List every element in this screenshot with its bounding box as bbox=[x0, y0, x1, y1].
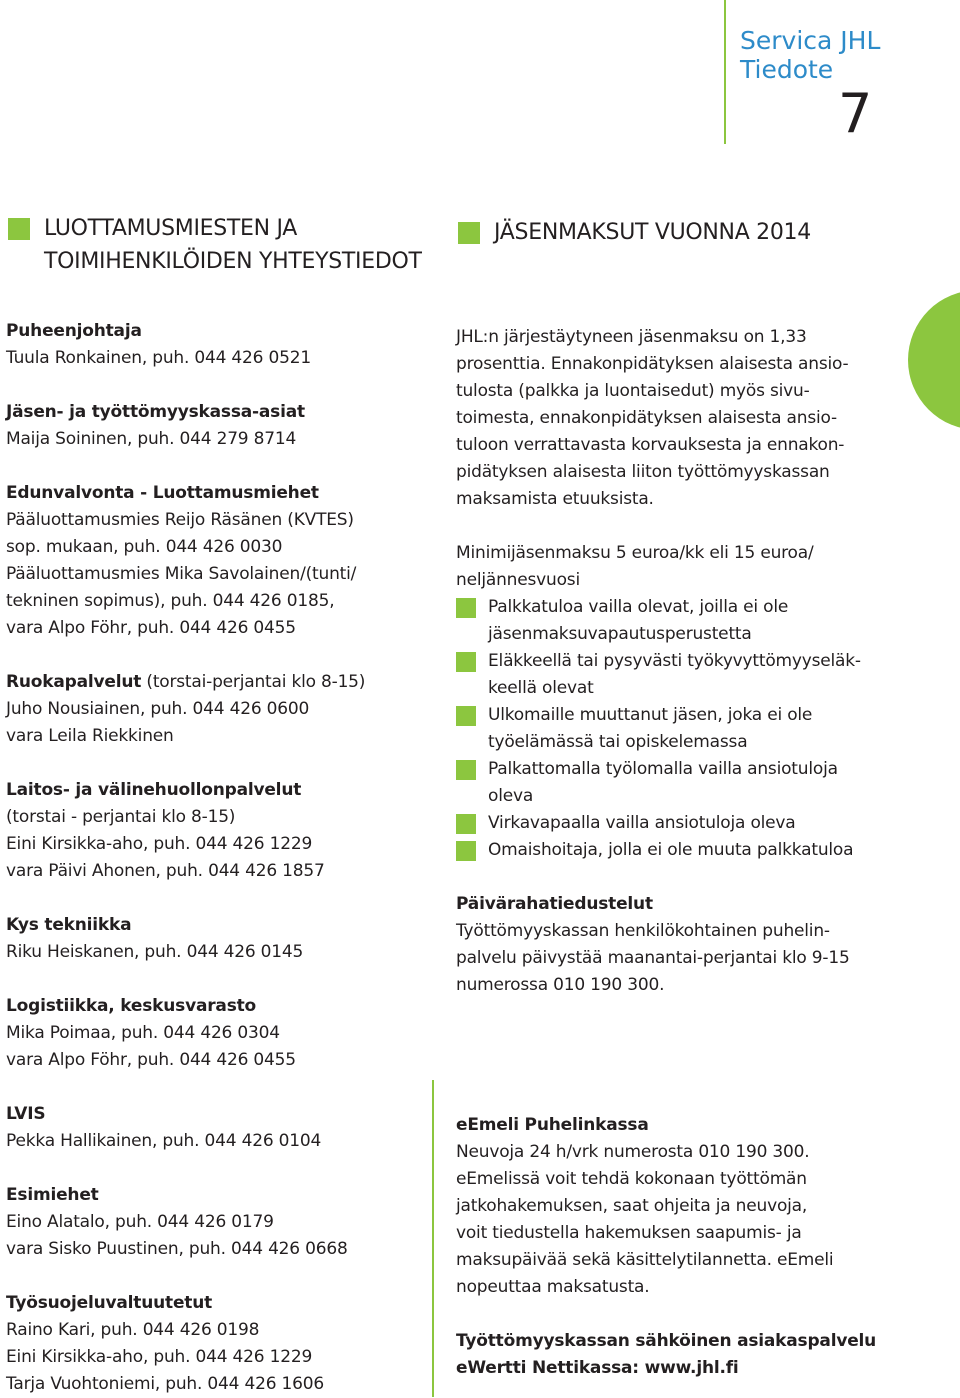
right-section-title: JÄSENMAKSUT VUONNA 2014 bbox=[494, 220, 811, 245]
minimum-fee-line: Minimijäsenmaksu 5 euroa/kk eli 15 euroa/ bbox=[456, 543, 814, 563]
fee-paragraph-line: prosenttia. Ennakonpidätyksen alaisesta ansio- bbox=[456, 354, 849, 374]
eemeli-line: Neuvoja 24 h/vrk numerosta 010 190 300. bbox=[456, 1142, 810, 1162]
bullet-square-icon bbox=[456, 598, 476, 618]
bullet-square-icon bbox=[456, 760, 476, 780]
role-heading: Logistiikka, keskusvarasto bbox=[6, 996, 257, 1016]
list-item: Virkavapaalla vailla ansiotuloja oleva bbox=[456, 810, 861, 837]
contact-line: Riku Heiskanen, puh. 044 426 0145 bbox=[6, 942, 304, 962]
contact-line: Mika Poimaa, puh. 044 426 0304 bbox=[6, 1023, 280, 1043]
contact-line: sop. mukaan, puh. 044 426 0030 bbox=[6, 537, 283, 557]
left-section-title: LUOTTAMUSMIESTEN JA TOIMIHENKILÖIDEN YHTEYSTIEDOT bbox=[44, 216, 422, 274]
bullet-square-icon bbox=[456, 652, 476, 672]
fee-paragraph-line: toimesta, ennakonpidätyksen alaisesta ansio- bbox=[456, 408, 837, 428]
daily-allowance-heading: Päivärahatiedustelut bbox=[456, 894, 653, 914]
contact-line: Pääluottamusmies Mika Savolainen/(tunti/ bbox=[6, 564, 357, 584]
role-heading: Puheenjohtaja bbox=[6, 321, 142, 341]
online-service-link[interactable]: eWertti Nettikassa: www.jhl.fi bbox=[456, 1358, 739, 1378]
section-marker-icon bbox=[458, 222, 480, 244]
list-item: Palkkatuloa vailla olevat, joilla ei ole jäsenmaksuvapautusperustetta bbox=[456, 594, 861, 648]
contact-line: (torstai - perjantai klo 8-15) bbox=[6, 807, 236, 827]
section-marker-icon bbox=[8, 218, 30, 240]
list-item: Palkattomalla työlomalla vailla ansiotuloja oleva bbox=[456, 756, 861, 810]
contact-line: Tuula Ronkainen, puh. 044 426 0521 bbox=[6, 348, 311, 368]
publisher-name: Servica JHL bbox=[740, 26, 881, 55]
eemeli-line: voit tiedustella hakemuksen saapumis- ja bbox=[456, 1223, 802, 1243]
list-item: Omaishoitaja, jolla ei ole muuta palkkatuloa bbox=[456, 837, 861, 864]
role-heading: Jäsen- ja työttömyyskassa-asiat bbox=[6, 402, 305, 422]
header-block bbox=[740, 26, 880, 84]
fee-paragraph-line: pidätyksen alaisesta liiton työttömyyskassan bbox=[456, 462, 830, 482]
role-heading: Kys tekniikka bbox=[6, 915, 132, 935]
role-heading: Edunvalvonta - Luottamusmiehet bbox=[6, 483, 319, 503]
role-heading: Työsuojeluvaltuutetut bbox=[6, 1293, 213, 1313]
list-item: Eläkkeellä tai pysyvästi työkyvyttömyyseläk- keellä olevat bbox=[456, 648, 861, 702]
membership-fee-info bbox=[456, 324, 861, 999]
contact-line: Maija Soininen, puh. 044 279 8714 bbox=[6, 429, 297, 449]
daily-allowance-line: numerossa 010 190 300. bbox=[456, 975, 665, 995]
fee-paragraph-line: tulosta (palkka ja luontaisedut) myös sivu- bbox=[456, 381, 810, 401]
fee-paragraph-line: JHL:n järjestäytyneen jäsenmaksu on 1,33 bbox=[456, 327, 807, 347]
role-hours: (torstai-perjantai klo 8-15) bbox=[141, 672, 366, 692]
bullet-square-icon bbox=[456, 706, 476, 726]
list-item: Ulkomaille muuttanut jäsen, joka ei ole työelämässä tai opiskelemassa bbox=[456, 702, 861, 756]
contact-line: vara Leila Riekkinen bbox=[6, 726, 174, 746]
role-heading: Ruokapalvelut bbox=[6, 672, 142, 692]
contact-line: Juho Nousiainen, puh. 044 426 0600 bbox=[6, 699, 310, 719]
eemeli-line: maksupäivää sekä käsittelytilannetta. eEmeli bbox=[456, 1250, 834, 1270]
minimum-fee-line: neljännesvuosi bbox=[456, 570, 580, 590]
eemeli-heading: eEmeli Puhelinkassa bbox=[456, 1115, 649, 1135]
contact-line: Eino Alatalo, puh. 044 426 0179 bbox=[6, 1212, 274, 1232]
eemeli-line: eEmelissä voit tehdä kokonaan työttömän bbox=[456, 1169, 807, 1189]
daily-allowance-line: Työttömyyskassan henkilökohtainen puhelin- bbox=[456, 921, 830, 941]
section-divider-line bbox=[432, 1080, 434, 1397]
eemeli-line: nopeuttaa maksatusta. bbox=[456, 1277, 650, 1297]
contact-line: Tarja Vuohtoniemi, puh. 044 426 1606 bbox=[6, 1374, 324, 1394]
online-service-heading: Työttömyyskassan sähköinen asiakaspalvelu bbox=[456, 1331, 877, 1351]
contact-line: tekninen sopimus), puh. 044 426 0185, bbox=[6, 591, 335, 611]
role-heading: Esimiehet bbox=[6, 1185, 99, 1205]
bullet-square-icon bbox=[456, 814, 476, 834]
contact-line: vara Alpo Föhr, puh. 044 426 0455 bbox=[6, 618, 296, 638]
contact-line: Raino Kari, puh. 044 426 0198 bbox=[6, 1320, 260, 1340]
contact-line: vara Päivi Ahonen, puh. 044 426 1857 bbox=[6, 861, 325, 881]
bullet-square-icon bbox=[456, 841, 476, 861]
contact-line: vara Sisko Puustinen, puh. 044 426 0668 bbox=[6, 1239, 348, 1259]
contact-line: Eini Kirsikka-aho, puh. 044 426 1229 bbox=[6, 834, 313, 854]
daily-allowance-line: palvelu päivystää maanantai-perjantai klo 9-15 bbox=[456, 948, 850, 968]
decorative-circle bbox=[908, 290, 960, 430]
contact-list bbox=[6, 318, 365, 1398]
eemeli-info bbox=[456, 1112, 876, 1382]
role-heading: Laitos- ja välinehuollonpalvelut bbox=[6, 780, 302, 800]
contact-line: Eini Kirsikka-aho, puh. 044 426 1229 bbox=[6, 1347, 313, 1367]
contact-line: vara Alpo Föhr, puh. 044 426 0455 bbox=[6, 1050, 296, 1070]
contact-line: Pääluottamusmies Reijo Räsänen (KVTES) bbox=[6, 510, 354, 530]
eemeli-line: jatkohakemuksen, saat ohjeita ja neuvoja, bbox=[456, 1196, 808, 1216]
document-type: Tiedote bbox=[740, 55, 834, 84]
fee-paragraph-line: maksamista etuuksista. bbox=[456, 489, 654, 509]
role-heading: LVIS bbox=[6, 1104, 46, 1124]
page-number: 7 bbox=[838, 82, 873, 145]
fee-paragraph-line: tuloon verrattavasta korvauksesta ja ennakon- bbox=[456, 435, 845, 455]
contact-line: Pekka Hallikainen, puh. 044 426 0104 bbox=[6, 1131, 322, 1151]
header-divider-line bbox=[724, 0, 726, 144]
role-heading-line bbox=[6, 669, 365, 696]
